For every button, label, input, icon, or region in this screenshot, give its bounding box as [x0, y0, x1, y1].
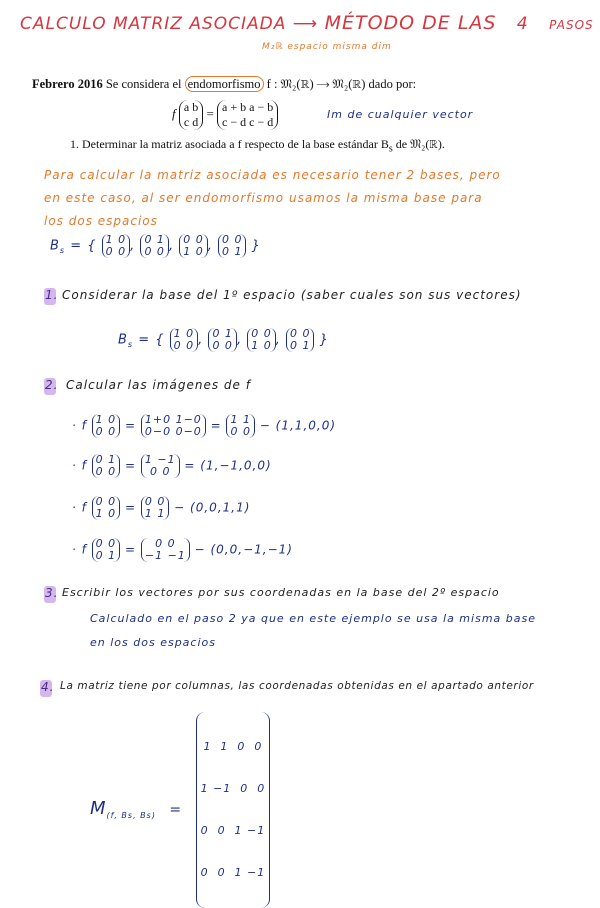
- step3-line-2: Calculado en el paso 2 ya que en este ejemplo se usa la misma base: [90, 612, 536, 625]
- step1-text: Considerar la base del 1º espacio (saber cuales son sus vectores): [62, 288, 522, 302]
- formula-f: f: [172, 105, 176, 121]
- step1-basis-matrix-2: 0 1 0 0: [208, 328, 237, 352]
- problem-text-a: Se considera el: [105, 77, 185, 91]
- lhs-row-2: c d: [183, 115, 199, 129]
- basis-matrix-1: 1 0 0 0: [102, 234, 131, 258]
- intro-text: [44, 164, 501, 233]
- basis-label: B: [50, 238, 60, 254]
- formula-lhs-matrix: [179, 100, 203, 130]
- result-sub: (f, Bs, Bs): [106, 810, 156, 820]
- step2-text: Calcular las imágenes de f: [66, 378, 251, 392]
- result-row-3: 0 0 1 −1: [200, 824, 266, 837]
- basis-matrix-3: 0 0 1 0: [179, 234, 208, 258]
- coord-3: (0,0,1,1): [190, 500, 251, 515]
- coord-1: (1,1,0,0): [275, 418, 337, 433]
- problem-word-endomorfismo: endomorfismo: [185, 76, 264, 92]
- basis-open: = {: [65, 238, 97, 254]
- step3-number: 3.: [45, 586, 59, 600]
- rhs-row-2: c − d c − d: [222, 115, 274, 129]
- image-row-4: · f 0 0 0 1 = 0 0 −1 −1 − (0,0,−1,−1): [72, 537, 293, 562]
- step3-line-1: Escribir los vectores por sus coordenadas en la base del 2º espacio: [62, 586, 500, 599]
- image-row-1: · f 1 0 0 0 = 1+0 1−0 0−0 0−0 = 1 1 0 0 − (1,1,0,0): [72, 413, 337, 438]
- problem-text-b: f : 𝔐₂(ℝ) ⟶ 𝔐₂(ℝ) dado por:: [263, 77, 417, 91]
- step1-number: 1.: [45, 288, 59, 302]
- formula-eq: =: [206, 105, 214, 121]
- step3-line-3: en los dos espacios: [90, 636, 216, 649]
- annotation-vector: Im de cualquier vector: [327, 108, 474, 121]
- basis-matrix-2: 0 1 0 0: [140, 234, 169, 258]
- result-label: M: [90, 798, 107, 819]
- intro-line-3: los dos espacios: [44, 214, 158, 228]
- title-num: 4: [516, 14, 529, 34]
- basis-matrix-4: 0 0 0 1: [218, 234, 247, 258]
- title-part1: CALCULO MATRIZ ASOCIADA: [20, 14, 287, 34]
- title-part2: MÉTODO DE LAS: [324, 12, 497, 34]
- image-row-3: · f 0 0 1 0 = 0 0 1 1 − (0,0,1,1): [72, 495, 251, 520]
- coord-4: (0,0,−1,−1): [210, 542, 293, 557]
- lhs-row-1: a b: [183, 100, 199, 114]
- result-row-2: 1 −1 0 0: [200, 782, 266, 795]
- step1-basis-matrix-1: 1 0 0 0: [170, 328, 199, 352]
- page-title: [20, 12, 594, 34]
- basis-close: }: [251, 238, 261, 254]
- problem-formula: [172, 100, 278, 130]
- arrow-icon: ⟶: [292, 14, 319, 34]
- result-row-1: 1 1 0 0: [203, 740, 263, 753]
- step4-text: La matriz tiene por columnas, las coordenadas obtenidas en el apartado anterior: [60, 680, 534, 692]
- step1-basis-matrix-3: 0 0 1 0: [247, 328, 276, 352]
- step2-number: 2.: [45, 378, 59, 392]
- basis-definition: $B_s$ = { 1 0 0 0 , 0 1 0 0 , 0 0 1 0 , 0 0 0 1 }: [50, 233, 261, 258]
- step4-number: 4.: [41, 680, 55, 694]
- step1-basis: $B_s$ = { 1 0 0 0 , 0 1 0 0 , 0 0 1 0 , 0 0 0 1 }: [118, 327, 329, 352]
- intro-line-1: Para calcular la matriz asociada es necesario tener 2 bases, pero: [44, 168, 501, 182]
- task-sub: s: [388, 143, 393, 155]
- result-row-4: 0 0 1 −1: [200, 866, 266, 879]
- step1-basis-matrix-4: 0 0 0 1: [286, 328, 315, 352]
- problem-statement: [32, 77, 416, 92]
- intro-line-2: en este caso, al ser endomorfismo usamos la misma base para: [44, 191, 483, 205]
- problem-task: [70, 137, 445, 154]
- formula-rhs-matrix: [217, 100, 278, 130]
- result-eq: =: [169, 802, 183, 818]
- result-matrix: [90, 712, 270, 908]
- coord-2: (1,−1,0,0): [200, 458, 272, 473]
- image-row-2: · f 0 1 0 0 = 1 −1 0 0 = (1,−1,0,0): [72, 453, 272, 478]
- basis-sub: s: [59, 246, 66, 256]
- task-text: 1. Determinar la matriz asociada a f respecto de la base estándar B: [70, 137, 389, 151]
- annotation-dimension: M₂ℝ espacio misma dim: [262, 42, 392, 52]
- result-matrix-body: [196, 712, 271, 908]
- rhs-row-1: a + b a − b: [222, 100, 274, 114]
- task-end: de 𝔐₂(ℝ).: [392, 137, 445, 151]
- problem-head: Febrero 2016: [32, 77, 103, 91]
- title-part3: PASOS: [549, 18, 594, 32]
